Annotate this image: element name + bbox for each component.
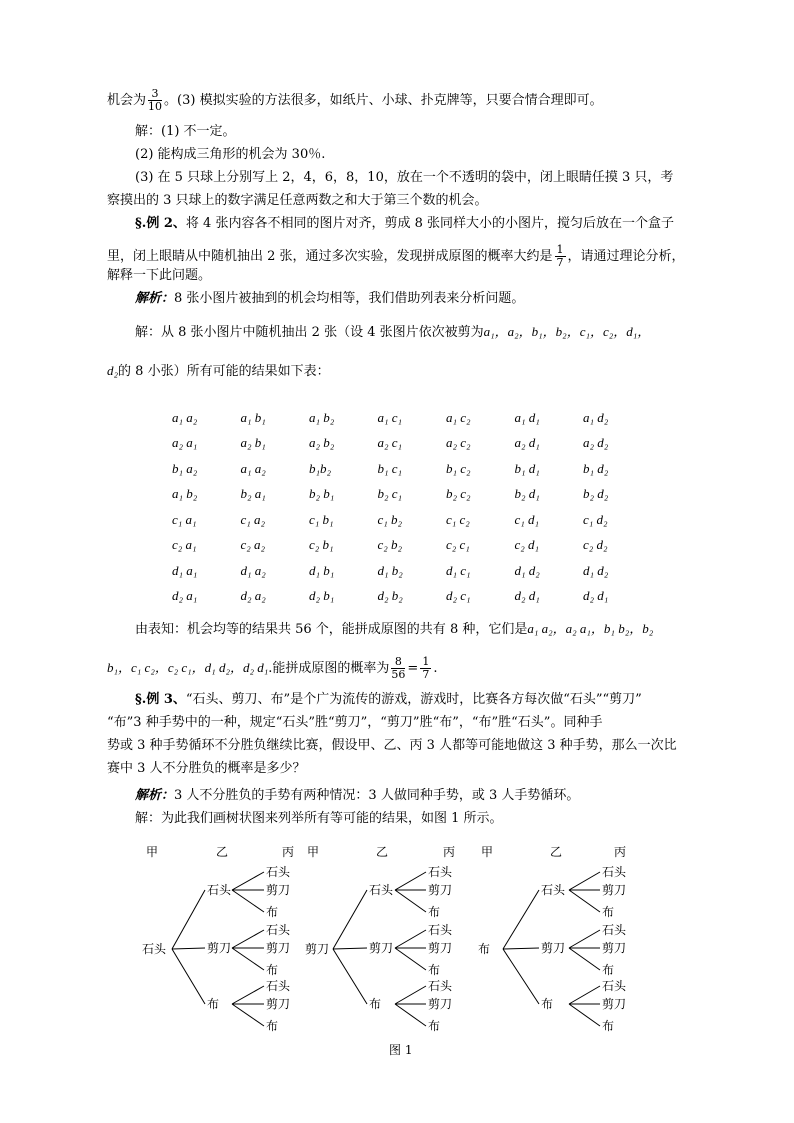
table-cell: d₂ a₁	[172, 588, 198, 604]
table-cell: b₂ a₁	[240, 486, 266, 502]
text-line: “布”3 种手势中的一种，规定“石头”胜“剪刀”，“剪刀”胜“布”，“布”胜“石头”。同种手	[107, 715, 603, 730]
table-cell: c₂ a₂	[240, 537, 266, 553]
table-cell: b₁ d₂	[583, 460, 609, 476]
table-cell: d₁ b₂	[377, 562, 403, 578]
table-cell: c₁ a₁	[172, 511, 197, 527]
table-cell: c₁ d₂	[583, 511, 608, 527]
text-fragment: 的 8 小张）所有可能的结果如下表：	[118, 364, 330, 379]
tree-level3-node: 布	[602, 963, 615, 977]
fraction-numerator: 1	[556, 243, 564, 256]
table-cell: c₁ a₂	[240, 511, 266, 527]
table-cell: a₁ a₂	[240, 460, 266, 476]
tree-branch	[569, 1004, 600, 1026]
tree-level3-node: 布	[428, 1019, 441, 1033]
tree-level3-node: 布	[602, 1019, 615, 1033]
tree-branch	[503, 890, 539, 949]
tree-branch	[395, 948, 426, 970]
table-cell: d₂ c₁	[446, 588, 471, 604]
tree-level3-node: 石头	[428, 923, 453, 937]
table-cell: a₁ b₁	[240, 409, 266, 425]
table-cell: d₁ a₂	[240, 562, 266, 578]
analysis-label: 解析：	[135, 291, 175, 306]
tree-branch	[333, 949, 367, 1004]
tree-root-node: 布	[478, 942, 491, 956]
tree-level3-node: 石头	[428, 979, 453, 993]
table-cell: c₂ d₂	[583, 537, 608, 553]
tree-level3-node: 石头	[266, 865, 291, 879]
tree-header-jia: 甲	[307, 845, 320, 859]
tree-level2-node: 布	[207, 997, 220, 1011]
tree-branch	[569, 986, 600, 1004]
table-cell: a₁ d₁	[514, 409, 540, 425]
tree-level3-node: 剪刀	[602, 941, 627, 955]
tree-branch	[232, 986, 264, 1004]
text-fragment: 。(3) 模拟实验的方法很多，如纸片、小球、扑克牌等，只要合情合理即可。	[164, 93, 603, 108]
text-line: 解：为此我们画树状图来列举所有等可能的结果，如图 1 所示。	[135, 811, 503, 826]
tree-header-yi: 乙	[216, 845, 229, 859]
tree-level2-node: 布	[369, 997, 382, 1011]
table-cell: b₁b₂	[309, 460, 332, 476]
tree-level2-node: 石头	[207, 883, 232, 897]
tree-branch	[569, 930, 600, 948]
tree-branch	[503, 949, 539, 1004]
table-cell: a₁ b₂	[172, 486, 198, 502]
math-variables: a₁ a₂，a₂ a₁，b₁ b₂，b₂	[527, 621, 654, 636]
table-cell: a₁ c₁	[377, 409, 403, 425]
tree-level3-node: 石头	[428, 865, 453, 879]
table-cell: c₂ b₂	[377, 537, 403, 553]
tree-level2-node: 剪刀	[207, 941, 232, 955]
tree-level3-node: 布	[428, 963, 441, 977]
tree-branch	[569, 890, 600, 912]
tree-branch	[569, 948, 600, 970]
tree-branch	[395, 986, 426, 1004]
tree-root-node: 石头	[142, 942, 167, 956]
table-cell: a₂ b₂	[309, 435, 335, 451]
table-cell: a₂ d₁	[514, 435, 540, 451]
table-cell: a₁ d₂	[583, 409, 609, 425]
table-cell: d₁ b₁	[309, 562, 335, 578]
table-cell: a₂ a₁	[172, 435, 198, 451]
tree-header-jia: 甲	[146, 845, 159, 859]
text-fragment: 3 人不分胜负的手势有两种情况：3 人做同种手势，或 3 人手势循环。	[174, 788, 580, 803]
table-cell: a₂ d₂	[583, 435, 609, 451]
tree-level3-node: 剪刀	[428, 997, 453, 1011]
table-cell: b₂ d₁	[514, 486, 540, 502]
tree-level3-node: 剪刀	[428, 941, 453, 955]
math-variables: b₁，c₁ c₂，c₂ c₁，d₁ d₂，d₂ d₁	[107, 660, 269, 675]
table-cell: d₁ c₁	[446, 562, 471, 578]
example-label: §.例 2、	[135, 216, 186, 231]
tree-level3-node: 布	[602, 905, 615, 919]
tree-level2-node: 剪刀	[541, 941, 566, 955]
tree-branch	[172, 949, 205, 1004]
table-cell: a₁ a₂	[172, 409, 198, 425]
tree-level3-node: 剪刀	[602, 997, 627, 1011]
tree-branch	[395, 890, 426, 912]
text-fragment: 将 4 张内容各不相同的图片对齐，剪成 8 张同样大小的小图片，搅匀后放在一个盒子	[185, 216, 674, 231]
tree-level2-node: 石头	[369, 883, 394, 897]
tree-level3-node: 石头	[266, 979, 291, 993]
tree-branch	[503, 948, 539, 949]
tree-branch	[395, 1004, 426, 1026]
equals-sign: =	[407, 661, 419, 676]
table-cell: b₂ c₂	[446, 486, 471, 502]
fraction-denominator: 7	[422, 668, 430, 681]
tree-level3-node: 剪刀	[266, 941, 291, 955]
tree-level3-node: 石头	[602, 923, 627, 937]
table-cell: c₂ b₁	[309, 537, 334, 553]
tree-level3-node: 布	[428, 905, 441, 919]
tree-level3-node: 布	[266, 1019, 279, 1033]
tree-branch	[395, 872, 426, 890]
text-line: 势或 3 种手势循环不分胜负继续比赛，假设甲、乙、丙 3 人都等可能地做这 3 种手势，那么一次比	[107, 738, 677, 753]
table-cell: c₁ d₁	[514, 511, 540, 527]
text-line: (2) 能构成三角形的机会为 30％.	[135, 147, 326, 162]
table-cell: d₂ d₁	[514, 588, 540, 604]
analysis-label: 解析：	[135, 788, 175, 803]
table-cell: a₂ c₁	[377, 435, 403, 451]
table-cell: d₂ b₂	[377, 588, 403, 604]
figure-caption: 图 1	[389, 1043, 413, 1057]
math-variable: d₂	[107, 363, 119, 378]
table-cell: b₁ c₁	[377, 460, 403, 476]
table-cell: c₁ b₁	[309, 511, 334, 527]
table-cell: c₁ b₂	[377, 511, 403, 527]
tree-root-node: 剪刀	[305, 942, 330, 956]
text-fragment: .能拼成原图的概率为	[268, 661, 390, 676]
tree-level3-node: 石头	[602, 979, 627, 993]
table-cell: d₁ d₂	[514, 562, 540, 578]
text-line: 解释一下此问题。	[107, 268, 212, 283]
example-label: §.例 3、	[135, 692, 186, 707]
tree-branch	[232, 872, 264, 890]
table-cell: d₁ d₂	[583, 562, 609, 578]
tree-level3-node: 剪刀	[428, 883, 453, 897]
text-fragment: 由表知：机会均等的结果共 56 个，能拼成原图的共有 8 种，它们是	[135, 622, 528, 637]
tree-header-jia: 甲	[481, 845, 494, 859]
tree-header-bing: 丙	[614, 845, 627, 859]
tree-branch	[172, 890, 205, 949]
table-cell: d₂ a₂	[240, 588, 266, 604]
table-cell: c₁ c₂	[446, 511, 470, 527]
table-cell: a₁ c₂	[446, 409, 471, 425]
text-fragment: 机会为	[107, 93, 147, 108]
table-cell: c₂ d₁	[514, 537, 540, 553]
tree-branch	[232, 1004, 264, 1026]
fraction-denominator: 7	[556, 256, 564, 269]
tree-level2-node: 布	[541, 997, 554, 1011]
tree-level3-node: 布	[266, 963, 279, 977]
tree-level2-node: 剪刀	[369, 941, 394, 955]
table-cell: b₂ d₂	[583, 486, 609, 502]
tree-branch	[232, 890, 264, 912]
table-cell: d₂ b₁	[309, 588, 335, 604]
tree-level3-node: 布	[266, 905, 279, 919]
text-line: 赛中 3 人不分胜负的概率是多少？	[107, 761, 306, 776]
text-fragment: “石头、剪刀、布”是个广为流传的游戏，游戏时，比赛各方每次做“石头”“剪刀”	[185, 692, 642, 707]
table-cell: b₂ c₁	[377, 486, 403, 502]
tree-branch	[232, 948, 264, 970]
tree-branch	[395, 930, 426, 948]
table-cell: b₁ a₂	[172, 460, 198, 476]
tree-level3-node: 石头	[602, 865, 627, 879]
tree-level3-node: 剪刀	[266, 997, 291, 1011]
table-cell: a₂ b₁	[240, 435, 266, 451]
text-fragment: 8 张小图片被抽到的机会均相等，我们借助列表来分析问题。	[174, 291, 525, 306]
table-cell: c₂ c₁	[446, 537, 470, 553]
tree-header-yi: 乙	[550, 845, 563, 859]
text-line: 解：(1) 不一定。	[135, 124, 236, 139]
fraction-numerator: 8	[391, 656, 405, 669]
tree-branch	[172, 948, 205, 949]
tree-level3-node: 石头	[266, 923, 291, 937]
tree-header-bing: 丙	[443, 845, 456, 859]
tree-branch	[333, 948, 367, 949]
table-cell: b₁ c₂	[446, 460, 471, 476]
fraction-numerator: 1	[422, 655, 430, 668]
text-fragment: 解：从 8 张小图片中随机抽出 2 张（设 4 张图片依次被剪为	[135, 325, 484, 340]
tree-branch	[232, 930, 264, 948]
text-fragment: .	[433, 661, 438, 676]
table-cell: b₁ d₁	[514, 460, 540, 476]
table-cell: a₂ c₂	[446, 435, 471, 451]
tree-branch	[333, 890, 367, 949]
table-cell: d₁ a₁	[172, 562, 198, 578]
fraction-denominator: 56	[391, 668, 406, 681]
table-cell: c₂ a₁	[172, 537, 197, 553]
text-fragment: ，请通过理论分析，	[567, 249, 685, 264]
fraction-numerator: 3	[148, 88, 162, 101]
tree-level3-node: 剪刀	[602, 883, 627, 897]
math-variables: a₁，a₂，b₁，b₂，c₁，c₂，d₁，	[483, 324, 651, 339]
text-fragment: 里，闭上眼睛从中随机抽出 2 张，通过多次实验，发现拼成原图的概率大约是	[107, 249, 553, 264]
table-cell: b₂ b₁	[309, 486, 335, 502]
table-cell: a₁ b₂	[309, 409, 335, 425]
tree-header-bing: 丙	[282, 845, 295, 859]
fraction-denominator: 10	[148, 100, 163, 113]
tree-level3-node: 剪刀	[266, 883, 291, 897]
text-line: 察摸出的 3 只球上的数字满足任意两数之和大于第三个数的机会。	[107, 193, 488, 208]
text-line: (3) 在 5 只球上分别写上 2，4，6，8，10，放在一个不透明的袋中，闭上眼睛任摸 3 只，考	[135, 170, 674, 185]
tree-level2-node: 石头	[541, 883, 566, 897]
tree-branch	[569, 872, 600, 890]
tree-header-yi: 乙	[376, 845, 389, 859]
table-cell: d₂ d₁	[583, 588, 609, 604]
